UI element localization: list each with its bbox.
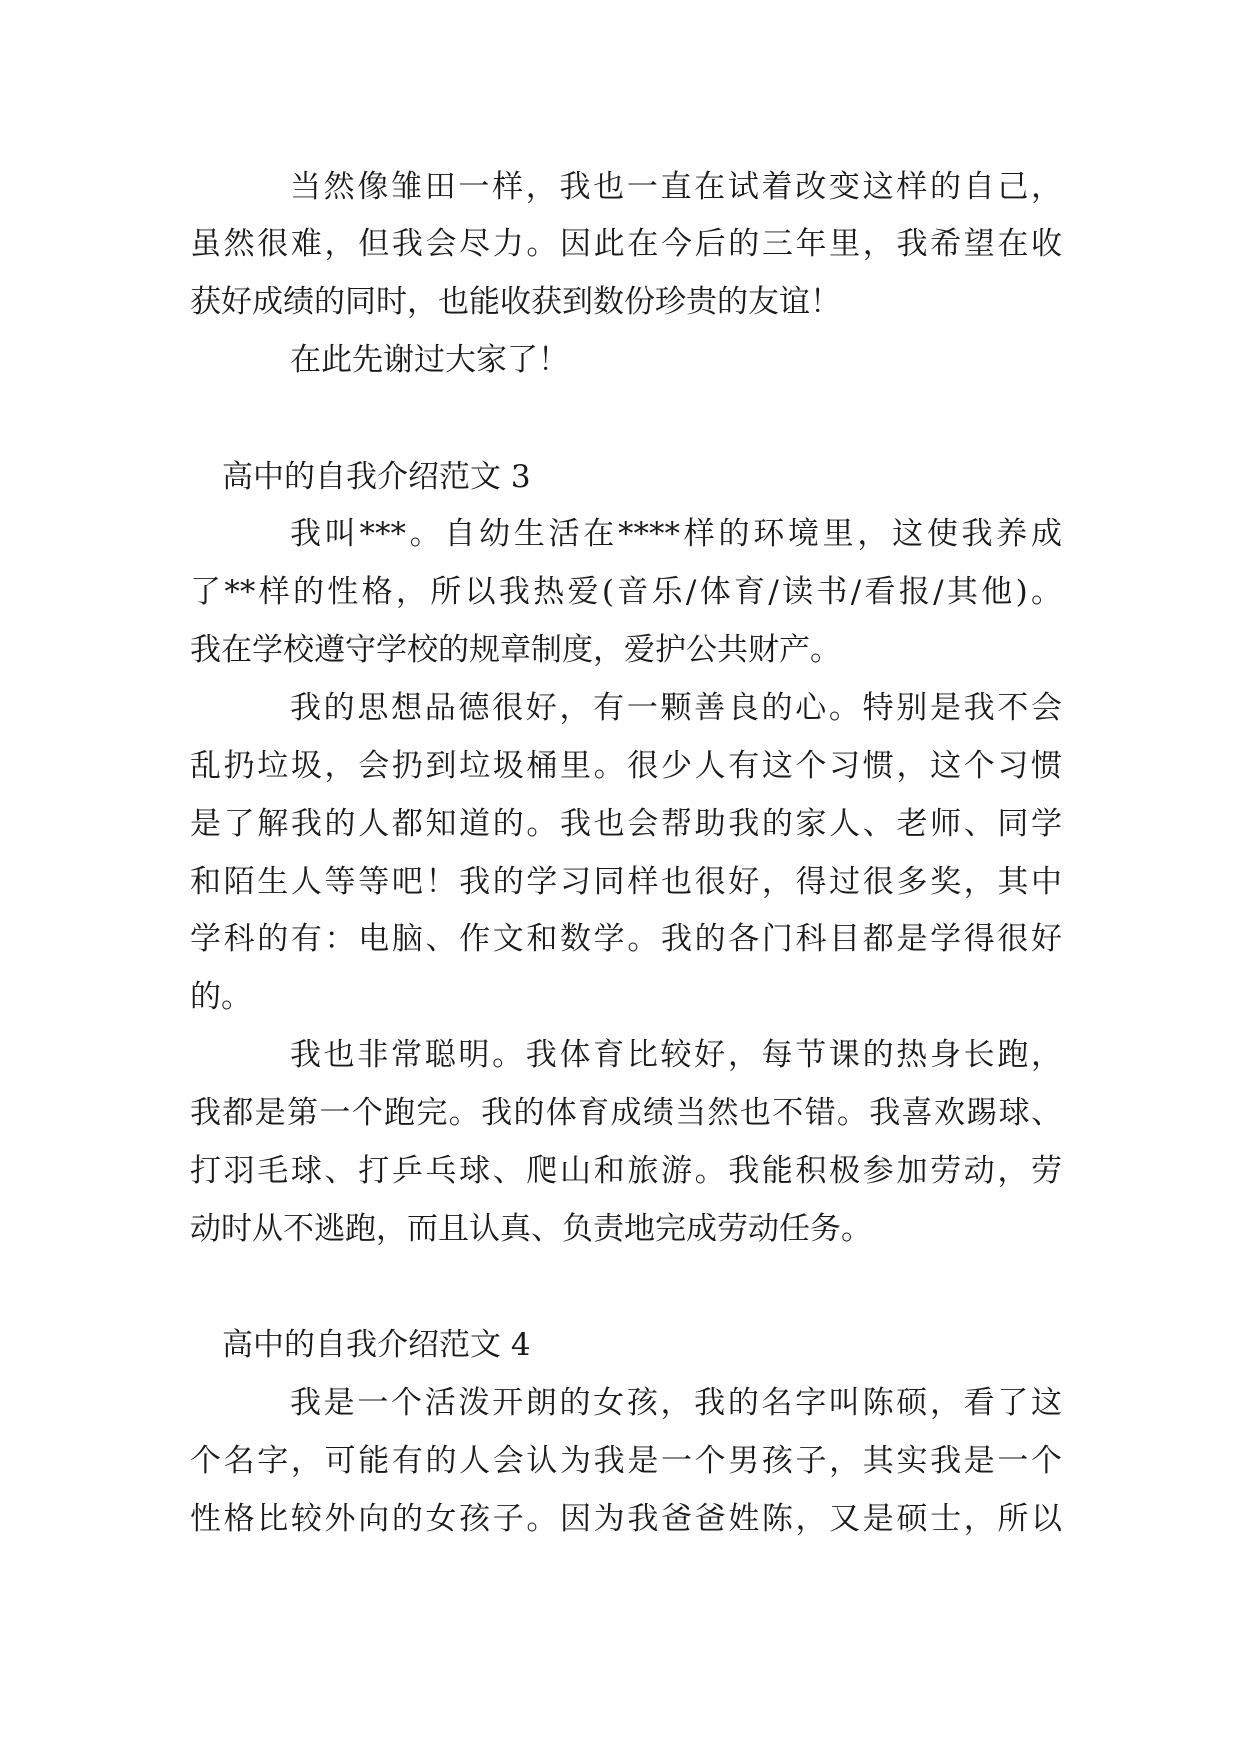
paragraph-line: 个名字，可能有的人会认为我是一个男孩子，其实我是一个: [190, 1443, 1062, 1479]
section-heading: 高中的自我介绍范文 4: [222, 1327, 531, 1363]
paragraph-line: 我都是第一个跑完。我的体育成绩当然也不错。我喜欢踢球、: [190, 1095, 1062, 1131]
paragraph-line: 是了解我的人都知道的。我也会帮助我的家人、老师、同学: [190, 806, 1062, 842]
paragraph-line: 了**样的性格，所以我热爱(音乐/体育/读书/看报/其他)。: [190, 574, 1062, 610]
paragraph-line: 和陌生人等等吧！我的学习同样也很好，得过很多奖，其中: [190, 864, 1062, 900]
paragraph-line: 虽然很难，但我会尽力。因此在今后的三年里，我希望在收: [190, 226, 1062, 262]
paragraph-line: 动时从不逃跑，而且认真、负责地完成劳动任务。: [190, 1211, 872, 1247]
paragraph-line: 的。: [190, 979, 252, 1015]
section-heading: 高中的自我介绍范文 3: [222, 459, 531, 495]
paragraph-line: 我也非常聪明。我体育比较好，每节课的热身长跑，: [290, 1037, 1062, 1073]
paragraph-line: 我是一个活泼开朗的女孩，我的名字叫陈硕，看了这: [290, 1385, 1062, 1421]
paragraph-line: 我叫***。自幼生活在****样的环境里，这使我养成: [290, 516, 1062, 552]
paragraph-line: 学科的有：电脑、作文和数学。我的各门科目都是学得很好: [190, 921, 1062, 957]
paragraph-line: 获好成绩的同时，也能收获到数份珍贵的友谊！: [190, 284, 841, 320]
paragraph-line: 当然像雏田一样，我也一直在试着改变这样的自己，: [290, 169, 1062, 205]
paragraph-line: 我的思想品德很好，有一颗善良的心。特别是我不会: [290, 690, 1062, 726]
paragraph-line: 性格比较外向的女孩子。因为我爸爸姓陈，又是硕士，所以: [190, 1501, 1062, 1537]
paragraph-line: 乱扔垃圾，会扔到垃圾桶里。很少人有这个习惯，这个习惯: [190, 748, 1062, 784]
paragraph-line: 在此先谢过大家了！: [290, 342, 569, 378]
paragraph-line: 我在学校遵守学校的规章制度，爱护公共财产。: [190, 632, 841, 668]
paragraph-line: 打羽毛球、打乒乓球、爬山和旅游。我能积极参加劳动，劳: [190, 1153, 1062, 1189]
